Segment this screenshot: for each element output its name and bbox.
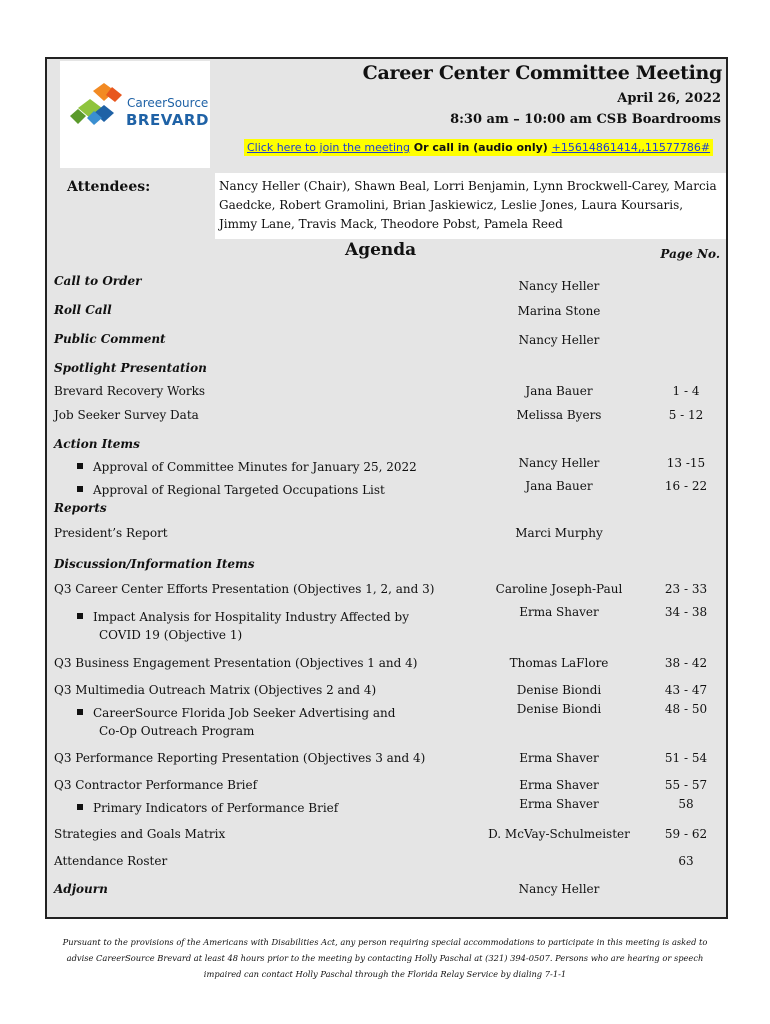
agenda-pages: 13 -15	[666, 456, 706, 470]
agenda-pages: 51 - 54	[664, 751, 708, 765]
agenda-pages: 55 - 57	[664, 778, 708, 792]
agenda-presenter: Denise Biondi	[516, 702, 602, 716]
ada-notice-line: Pursuant to the provisions of the Americans with Disabilities Act, any person requiring special accommodations to participate in this meeting is asked to	[62, 937, 708, 947]
agenda-document	[45, 57, 728, 919]
agenda-presenter: Nancy Heller	[518, 333, 600, 347]
agenda-subitem-cont: Co-Op Outreach Program	[99, 724, 255, 738]
agenda-presenter: Jana Bauer	[525, 384, 593, 398]
agenda-presenter: Erma Shaver	[519, 751, 599, 765]
logo-text-careersource: CareerSource	[127, 96, 209, 110]
agenda-presenter: Marci Murphy	[515, 526, 603, 540]
agenda-presenter: Marina Stone	[517, 304, 601, 318]
join-meeting-banner	[244, 139, 713, 156]
agenda-presenter: Erma Shaver	[519, 797, 599, 811]
agenda-section-call-to-order: Call to Order	[54, 274, 142, 288]
agenda-pages: 63	[678, 854, 694, 868]
attendees-label: Attendees:	[67, 179, 151, 195]
agenda-section-action-items: Action Items	[54, 437, 140, 451]
bullet-square-icon	[77, 486, 83, 492]
attendees-list: Nancy Heller (Chair), Shawn Beal, Lorri Benjamin, Lynn Brockwell-Carey, Marcia Gaedcke, Robert Gramolini, Brian Jaskiewicz, Leslie Jones, Laura Koursaris, Jimmy Lane, Travis Mack, Theodore Pobst, Pamela Reed	[219, 179, 717, 231]
ada-notice-line: impaired can contact Holly Paschal through the Florida Relay Service by dialing 7-1-1	[203, 969, 567, 979]
bullet-square-icon	[77, 613, 83, 619]
agenda-section-public-comment: Public Comment	[54, 332, 166, 346]
call-in-text: Or call in (audio only)	[409, 141, 552, 154]
logo-mark-icon	[60, 61, 130, 131]
agenda-presenter: Nancy Heller	[518, 456, 600, 470]
agenda-pages: 58	[678, 797, 694, 811]
agenda-item: Brevard Recovery Works	[54, 384, 206, 398]
agenda-presenter: D. McVay-Schulmeister	[488, 827, 630, 841]
join-meeting-link[interactable]: Click here to join the meeting	[247, 141, 410, 154]
agenda-item: Q3 Career Center Efforts Presentation (Objectives 1, 2, and 3)	[54, 582, 435, 596]
logo-text-brevard: BREVARD	[126, 111, 209, 129]
agenda-section-adjourn: Adjourn	[54, 882, 108, 896]
bullet-square-icon	[77, 804, 83, 810]
agenda-section-discussion: Discussion/Information Items	[54, 557, 255, 571]
agenda-pages: 38 - 42	[664, 656, 708, 670]
careersource-logo	[60, 61, 210, 168]
agenda-item: Job Seeker Survey Data	[54, 408, 199, 422]
agenda-pages: 34 - 38	[664, 605, 708, 619]
agenda-pages: 23 - 33	[664, 582, 708, 596]
agenda-item: President’s Report	[54, 526, 168, 540]
meeting-title: Career Center Committee Meeting	[362, 62, 722, 84]
agenda-presenter: Erma Shaver	[519, 778, 599, 792]
agenda-item: Strategies and Goals Matrix	[54, 827, 226, 841]
agenda-item: Q3 Performance Reporting Presentation (Objectives 3 and 4)	[54, 751, 426, 765]
agenda-section-spotlight: Spotlight Presentation	[54, 361, 207, 375]
agenda-item: Q3 Multimedia Outreach Matrix (Objectives 2 and 4)	[54, 683, 377, 697]
agenda-item: Attendance Roster	[54, 854, 168, 868]
attendees-box	[215, 173, 726, 239]
call-in-phone-link[interactable]: +15614861414,,11577786#	[551, 141, 711, 154]
agenda-presenter: Nancy Heller	[518, 279, 600, 293]
bullet-square-icon	[77, 463, 83, 469]
agenda-heading: Agenda	[345, 240, 417, 260]
agenda-item: Q3 Business Engagement Presentation (Objectives 1 and 4)	[54, 656, 418, 670]
meeting-date: April 26, 2022	[617, 91, 721, 106]
agenda-section-roll-call: Roll Call	[54, 303, 112, 317]
agenda-pages: 1 - 4	[672, 384, 700, 398]
agenda-pages: 5 - 12	[668, 408, 704, 422]
agenda-pages: 43 - 47	[664, 683, 708, 697]
agenda-presenter: Nancy Heller	[518, 882, 600, 896]
bullet-square-icon	[77, 709, 83, 715]
agenda-presenter: Denise Biondi	[516, 683, 602, 697]
agenda-presenter: Melissa Byers	[516, 408, 602, 422]
ada-notice-line: advise CareerSource Brevard at least 48 hours prior to the meeting by contacting Holly Paschal at (321) 394-0507. Persons who are hearing or speech	[66, 953, 704, 963]
meeting-time-location: 8:30 am – 10:00 am CSB Boardrooms	[450, 112, 721, 127]
ada-notice	[60, 934, 710, 982]
agenda-subitem: Approval of Regional Targeted Occupations List	[77, 483, 385, 497]
agenda-section-reports: Reports	[54, 501, 107, 515]
agenda-presenter: Thomas LaFlore	[509, 656, 609, 670]
agenda-subitem-cont: COVID 19 (Objective 1)	[99, 628, 243, 642]
agenda-presenter: Jana Bauer	[525, 479, 593, 493]
agenda-subitem: Primary Indicators of Performance Brief	[77, 801, 338, 815]
agenda-presenter: Caroline Joseph-Paul	[495, 582, 623, 596]
agenda-pages: 59 - 62	[664, 827, 708, 841]
agenda-pages: 16 - 22	[664, 479, 708, 493]
agenda-subitem: Impact Analysis for Hospitality Industry Affected by	[77, 610, 409, 624]
agenda-subitem: Approval of Committee Minutes for January 25, 2022	[77, 460, 417, 474]
agenda-pages: 48 - 50	[664, 702, 708, 716]
agenda-presenter: Erma Shaver	[519, 605, 599, 619]
agenda-item: Q3 Contractor Performance Brief	[54, 778, 258, 792]
agenda-subitem: CareerSource Florida Job Seeker Advertising and	[77, 706, 395, 720]
page-number-heading: Page No.	[660, 247, 720, 261]
